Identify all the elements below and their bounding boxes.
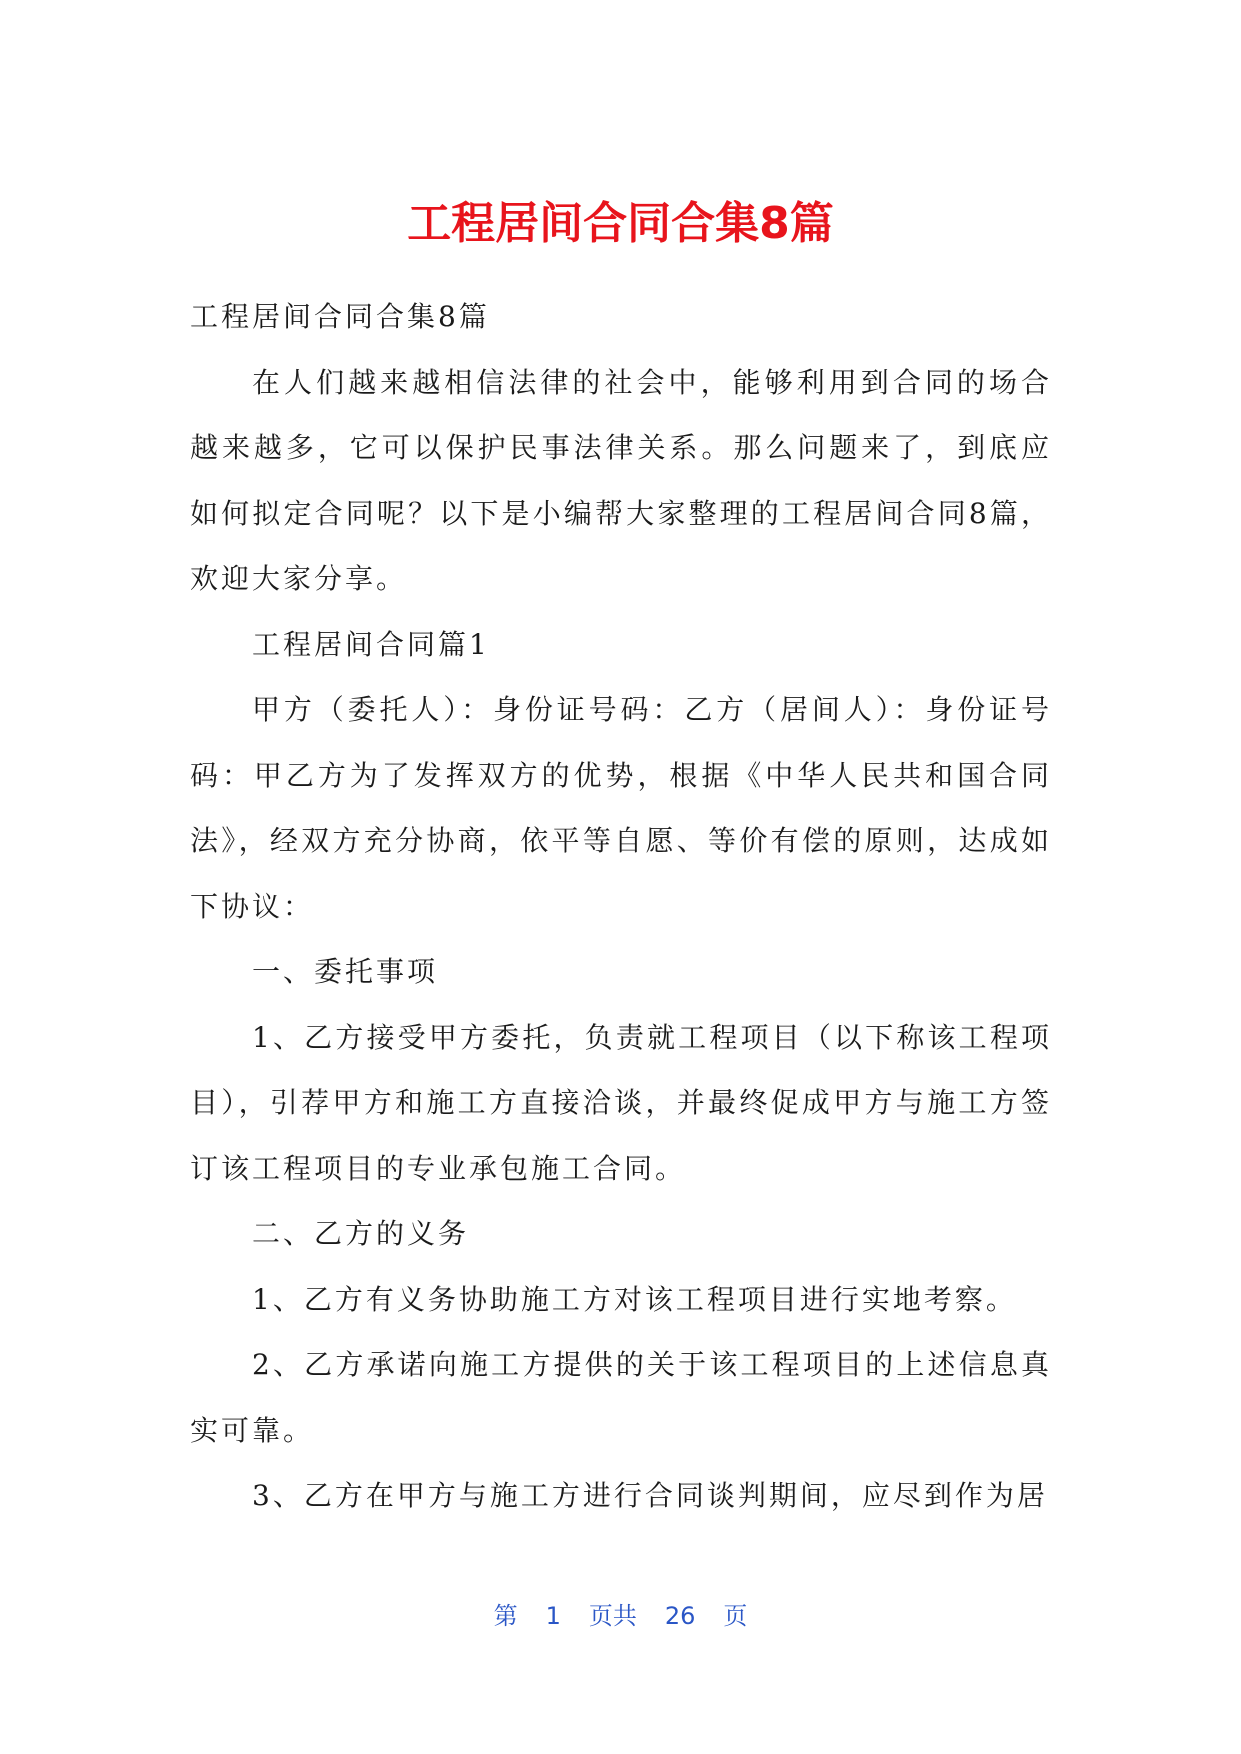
paragraph-intro: 在人们越来越相信法律的社会中，能够利用到合同的场合越来越多，它可以保护民事法律关系。那么问题来了，到底应如何拟定合同呢？以下是小编帮大家整理的工程居间合同8篇，欢迎大家分享。 (190, 365, 1052, 595)
page-footer (0, 1600, 1241, 1632)
footer-suffix: 页 (723, 1602, 748, 1630)
footer-prefix: 第 (493, 1602, 518, 1630)
footer-current-page: 1 (545, 1602, 561, 1630)
paragraph-heading-commission: 一、委托事项 (252, 955, 439, 988)
document-body (190, 284, 1052, 1529)
paragraph-parties: 甲方（委托人）：身份证号码：乙方（居间人）：身份证号码：甲乙方为了发挥双方的优势，根据《中华人民共和国合同法》，经双方充分协商，依平等自愿、等价有偿的原则，达成如下协议： (190, 693, 1052, 923)
paragraph-clause: 2、乙方承诺向施工方提供的关于该工程项目的上述信息真实可靠。 (190, 1348, 1052, 1447)
document-title: 工程居间合同合集8篇 (407, 198, 834, 249)
paragraph-clause: 3、乙方在甲方与施工方进行合同谈判期间，应尽到作为居 (252, 1479, 1048, 1512)
paragraph-subtitle: 工程居间合同合集8篇 (190, 300, 490, 333)
paragraph-clause: 1、乙方有义务协助施工方对该工程项目进行实地考察。 (252, 1282, 1017, 1316)
footer-total-pages: 26 (664, 1602, 696, 1630)
footer-middle: 页共 (588, 1602, 637, 1630)
paragraph-section-heading: 工程居间合同篇1 (252, 627, 490, 661)
paragraph-clause: 1、乙方接受甲方委托，负责就工程项目（以下称该工程项目），引荐甲方和施工方直接洽谈，并最终促成甲方与施工方签订该工程项目的专业承包施工合同。 (190, 1020, 1052, 1185)
paragraph-heading-obligations: 二、乙方的义务 (252, 1217, 470, 1250)
